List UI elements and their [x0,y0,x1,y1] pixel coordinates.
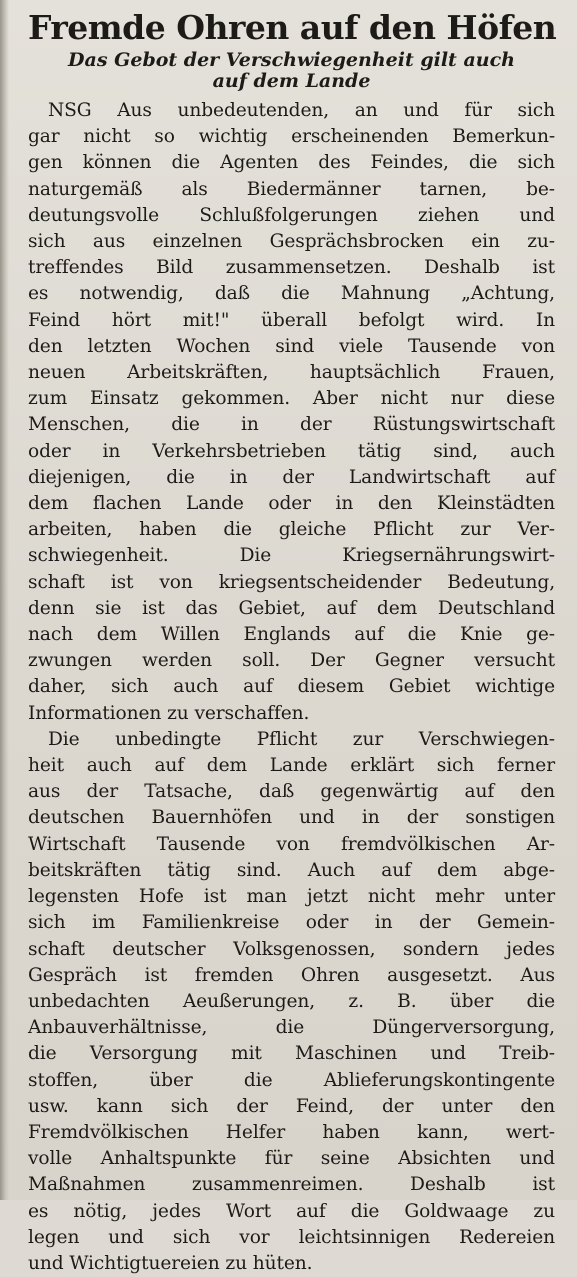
article-line: naturgemäß als Biedermänner tarnen, be- [28,178,555,200]
article-paragraph [28,727,555,1277]
article-paragraph [28,98,555,727]
subheadline-line-2: auf dem Lande [212,70,371,92]
article-line: zwungen werden soll. Der Gegner versucht [28,650,555,672]
article-line: schwiegenheit. Die Kriegsernährungswirt- [28,545,555,567]
article-line: sich im Familienkreise oder in der Gemein- [28,912,555,934]
article-line: unbedachten Aeußerungen, z. B. über die [28,990,555,1012]
article-line: sich aus einzelnen Gesprächsbrocken ein zu- [28,231,555,253]
article-line: Anbauverhältnisse, die Düngerversorgung, [28,1017,555,1039]
article-line: Die unbedingte Pflicht zur Verschwiegen- [48,728,555,750]
article-line: den letzten Wochen sind viele Tausende von [28,335,555,357]
article-line: Maßnahmen zusammenreimen. Deshalb ist [28,1174,555,1196]
article-line: aus der Tatsache, daß gegenwärtig auf den [28,781,555,803]
article-line: die Versorgung mit Maschinen und Treib- [28,1043,555,1065]
article-line: legen und sich vor leichtsinnigen Redereien [28,1226,555,1248]
article-line: stoffen, über die Ablieferungskontingente [28,1069,555,1091]
article-line: und Wichtigtuereien zu hüten. [28,1252,313,1274]
article-line: zum Einsatz gekommen. Aber nicht nur diese [28,388,555,410]
article-line: deutschen Bauernhöfen und in der sonstigen [28,807,555,829]
paper-left-edge-shadow [0,0,9,1200]
article-line: nach dem Willen Englands auf die Knie ge- [28,624,555,646]
article-line: Informationen zu verschaffen. [28,702,310,724]
article-line: gen können die Agenten des Feindes, die sich [28,152,555,174]
article-body [28,98,555,1277]
article-line: usw. kann sich der Feind, der unter den [28,1095,555,1117]
article-line: Menschen, die in der Rüstungswirtschaft [28,414,555,436]
article-line: schaft deutscher Volksgenossen, sondern jedes [28,938,555,960]
article-line: denn sie ist das Gebiet, auf dem Deutschland [28,597,555,619]
article-line: neuen Arbeitskräften, hauptsächlich Frauen, [28,362,555,384]
article-line: schaft ist von kriegsentscheidender Bedeutung, [28,571,555,593]
article-line: beitskräften tätig sind. Auch auf dem abge- [28,859,555,881]
subheadline [28,50,555,92]
article-line: arbeiten, haben die gleiche Pflicht zur Ver- [28,519,555,541]
article-line: NSG Aus unbedeutenden, an und für sich [48,100,555,121]
article-line: heit auch auf dem Lande erklärt sich ferner [28,755,555,777]
article-line: Gespräch ist fremden Ohren ausgesetzt. Aus [28,964,555,986]
article-line: volle Anhaltspunkte für seine Absichten und [28,1148,555,1170]
article-line: daher, sich auch auf diesem Gebiet wichtige [28,676,555,698]
article-line: dem flachen Lande oder in den Kleinstädten [28,493,555,515]
article-line: oder in Verkehrsbetrieben tätig sind, auch [28,440,555,462]
article-line: Wirtschaft Tausende von fremdvölkischen Ar- [28,833,555,855]
article-line: legensten Hofe ist man jetzt nicht mehr unter [28,886,555,908]
subheadline-line-1: Das Gebot der Verschwiegenheit gilt auch [68,49,515,71]
article-line: treffendes Bild zusammensetzen. Deshalb ist [28,257,555,279]
article-line: es nötig, jedes Wort auf die Goldwaage zu [28,1200,555,1222]
article-line: gar nicht so wichtig erscheinenden Bemerkun- [28,126,555,148]
article-line: diejenigen, die in der Landwirtschaft auf [28,466,555,488]
article-line: Fremdvölkischen Helfer haben kann, wert- [28,1121,555,1143]
article-line: deutungsvolle Schlußfolgerungen ziehen und [28,204,555,226]
headline: Fremde Ohren auf den Höfen [28,8,557,47]
article-line: es notwendig, daß die Mahnung „Achtung, [28,283,555,305]
article-line: Feind hört mit!" überall befolgt wird. In [28,309,555,331]
